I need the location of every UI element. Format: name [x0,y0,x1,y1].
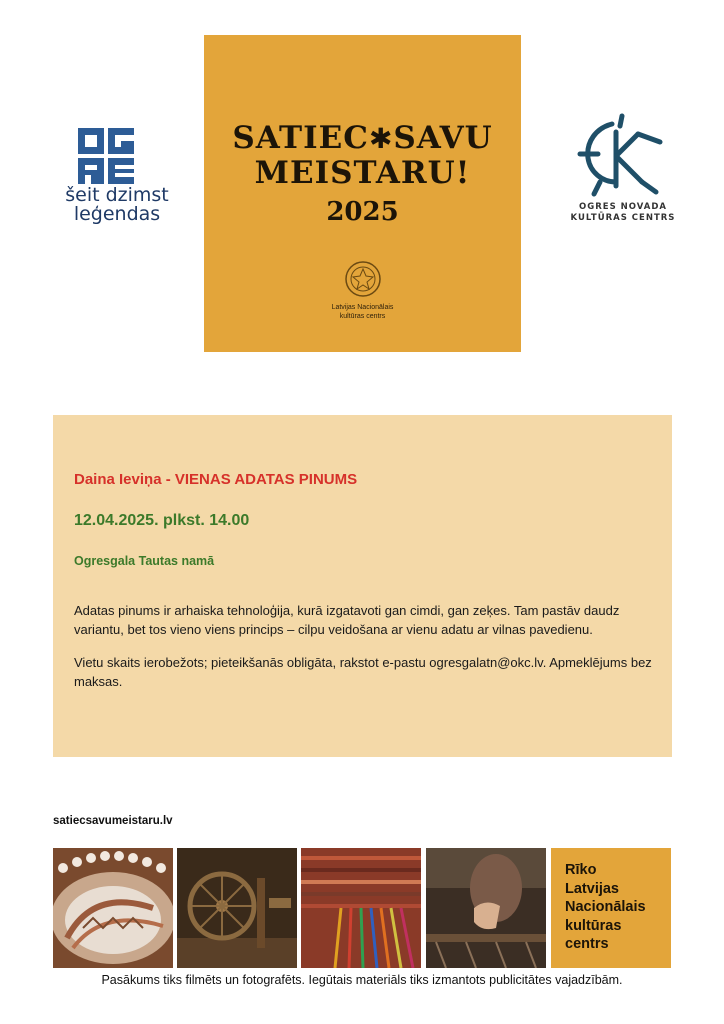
organizer-line3: Nacionālais [565,899,646,915]
okc-text [568,202,678,224]
star-icon: ✱ [368,122,394,155]
organizer-line2: Latvijas [565,880,619,897]
okc-logo [568,112,678,228]
okc-compass-icon [572,112,668,198]
ogre-tagline [52,186,182,224]
hero-title [204,121,521,190]
lnkc-text-line1: Latvijas Nacionālais [331,304,394,311]
hero-year: 2025 [326,197,399,227]
photo-lace [53,848,173,968]
ogre-mark-icon [78,128,134,184]
website-link[interactable]: satiecsavumeistaru.lv [53,815,173,827]
event-venue: Ogresgala Tautas namā [74,554,215,568]
hero-title-word-satiec: SATIEC [232,120,369,156]
organizer-text [565,861,646,954]
hero-title-word-savu: SAVU [393,120,493,156]
organizer-line4: kultūras [565,917,622,934]
organizer-line5: centrs [565,936,609,952]
event-date: 12.04.2025. plkst. 14.00 [74,512,250,529]
photo-craftsman [426,848,546,968]
photo-woven-textile [301,848,421,968]
organizer-line1: Rīko [565,862,597,878]
ogre-tagline-line1: šeit dzimst [65,184,169,206]
hero-banner [204,35,521,352]
photo-spinning-wheel [177,848,297,968]
event-title: Daina Ieviņa - VIENAS ADATAS PINUMS [74,471,358,488]
lnkc-text-line2: kultūras centrs [339,313,386,320]
organizer-box [551,848,671,968]
okc-text-line1: OGRES NOVADA [579,202,667,212]
ogre-tagline-line2: leģendas [73,203,161,225]
ogre-logo [52,128,182,228]
event-registration: Vietu skaits ierobežots; pieteikšanās obligāta, rakstot e-pastu ogresgalatn@okc.lv. Apmeklējums bez maksas. [74,655,652,689]
lnkc-emblem-icon [344,260,382,298]
okc-text-line2: KULTŪRAS CENTRS [570,213,676,223]
event-description: Adatas pinums ir arhaiska tehnoloģija, kurā izgatavoti gan cimdi, gan zeķes. Tam pastāv daudz variantu, bet tos vieno viens princips – cilpu veidošana ar vienu adatu ar vilnas pavedienu. [74,603,620,637]
event-info-box [53,415,672,757]
lnkc-emblem-text [204,303,521,321]
hero-title-line2: MEISTARU! [254,155,471,191]
disclaimer-text: Pasākums tiks filmēts un fotografēts. Iegūtais materiāls tiks izmantots publicitātes vajadzībām. [101,973,623,987]
hero-title-line1 [204,121,521,156]
